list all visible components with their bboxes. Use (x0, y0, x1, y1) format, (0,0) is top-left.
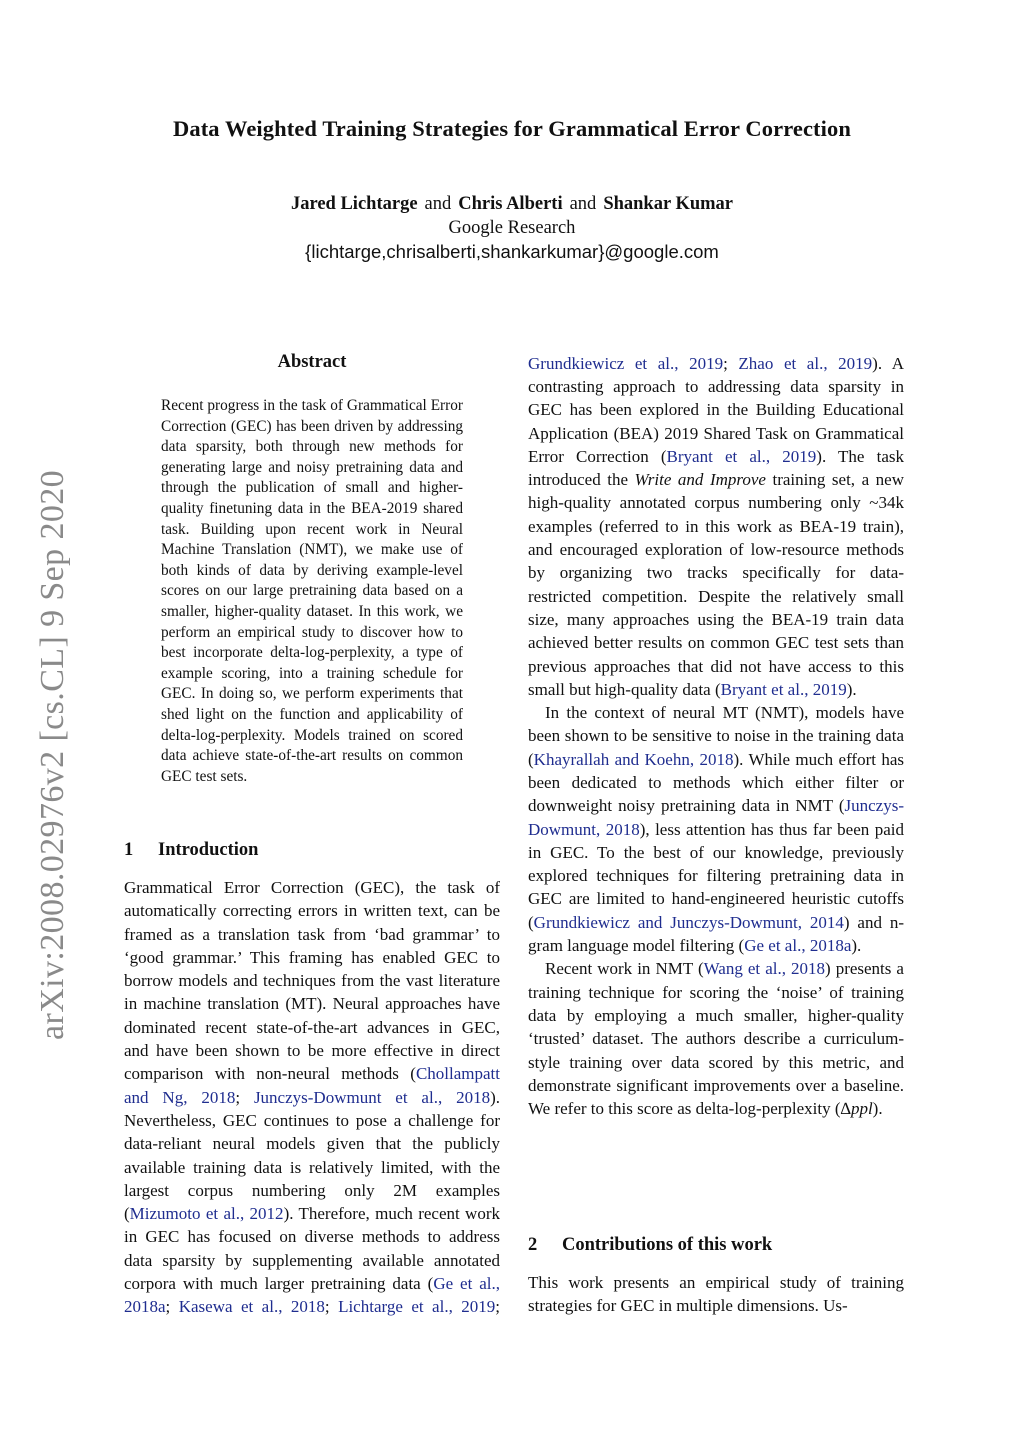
abstract-heading: Abstract (277, 352, 347, 372)
citation-link[interactable]: Ge et al., 2018a (744, 936, 852, 956)
abstract-body: Recent progress in the task of Grammatical Error Correction (GEC) has been driven by addressing data sparsity, both through new methods for generating large and noisy pretraining data and through the publication of small and higher-quality finetuning data in the BEA-2019 shared task. Building upon recent work in Neural Machine Translation (NMT), we make use of both kinds of data by deriving example-level scores on our large pretraining data based on a smaller, higher-quality dataset. In this work, we perform an empirical study to discover how to best incorporate delta-log-perplexity, a type of example scoring, into a training schedule for GEC. In doing so, we perform experiments that shed light on the function and applicability of delta-log-perplexity. Models trained on scored data achieve state-of-the-art results on common GEC test sets. (161, 397, 463, 785)
section-heading-contributions (528, 1235, 772, 1256)
text-run: Recent work in NMT ( (545, 959, 704, 979)
intro-paragraph-3 (528, 957, 904, 1120)
author-separator: and (424, 194, 452, 214)
intro-paragraph-2 (528, 701, 904, 957)
author-separator: and (569, 194, 597, 214)
left-column (124, 876, 500, 1321)
author-name: Chris Alberti (458, 194, 563, 214)
text-run: Grammatical Error Correction (GEC), the task of automatically correcting errors in written text, can be framed as a translation task from ‘bad grammar’ to ‘good grammar.’ This framing has enabled GEC to borrow models and techniques from the vast literature in machine translation (MT). Neural approaches have dominated recent state-of-the-art advances in GEC, and have been shown to be more effective in direct comparison with non-neural methods ( (124, 878, 500, 1084)
text-run: ). While much effort has been dedicated to methods which either filter or downweight noisy pretraining data in NMT ( (528, 749, 904, 816)
citation-link[interactable]: Chollampatt and Ng, 2018 (124, 1064, 500, 1107)
citation-link[interactable]: Mizumoto et al., 2012 (129, 1204, 284, 1224)
continued-paragraph-wrapper (528, 352, 904, 1120)
citation-link[interactable]: Zhao et al., 2019 (738, 353, 873, 373)
text-run: ; (723, 353, 739, 373)
section-number: 2 (528, 1235, 538, 1255)
paper-title: Data Weighted Training Strategies for Grammatical Error Correction (173, 116, 851, 141)
text-run: ), less attention has thus far been paid in GEC. To the best of our knowledge, previously explored techniques for filtering pretraining data in GEC are limited to hand-engineered heuristic cutoffs ( (528, 819, 904, 932)
citation-link[interactable]: Ge et al., 2018a (124, 1274, 500, 1317)
contributions-paragraph: This work presents an empirical study of training strategies for GEC in multiple dimensions. Us- (528, 1273, 904, 1316)
text-run: ). The task introduced the (528, 446, 904, 490)
text-run: ). A contrasting approach to addressing data sparsity in GEC has been explored in the Building Educational Application (BEA) 2019 Shared Task on Grammatical Error Correction ( (528, 353, 904, 466)
citation-link[interactable]: Lichtarge et al., 2019 (338, 1297, 496, 1317)
author-list (0, 194, 1024, 215)
text-run: ). (846, 679, 857, 699)
section-title: Contributions of this work (562, 1235, 773, 1255)
section-number: 1 (124, 840, 134, 860)
italic-term: ∆ppl (840, 1099, 873, 1119)
citation-link[interactable]: Khayrallah and Koehn, 2018 (533, 749, 734, 769)
citation-link[interactable]: Junczys-Dowmunt, 2018 (528, 796, 904, 839)
author-email: {lichtarge,chrisalberti,shankarkumar}@google.com (305, 241, 719, 262)
citation-link[interactable]: Junczys-Dowmunt et al., 2018 (253, 1087, 491, 1107)
text-run: ) presents a training technique for scoring the ‘noise’ of training data by employing a much smaller, higher-quality ‘trusted’ dataset. The authors describe a curriculum-style training over data scored by this metric, and demonstrate significant improvements over a baseline. We refer to this score as delta-log-perplexity ( (528, 959, 904, 1119)
text-run: ; (324, 1297, 339, 1317)
author-name: Jared Lichtarge (290, 194, 418, 214)
italic-term: Write and Improve (634, 470, 766, 490)
right-column (528, 352, 904, 1228)
citation-link[interactable]: Bryant et al., 2019 (720, 679, 847, 699)
text-run: ) and n-gram language model filtering ( (528, 912, 904, 956)
section-title: Introduction (158, 840, 259, 860)
text-run: ; (235, 1087, 254, 1107)
text-run: ; (165, 1297, 179, 1317)
author-name: Shankar Kumar (603, 194, 734, 214)
affiliation: Google Research (448, 218, 576, 238)
arxiv-identifier: arXiv:2008.02976v2 [cs.CL] 9 Sep 2020 (34, 469, 71, 1040)
citation-link[interactable]: Wang et al., 2018 (703, 959, 825, 979)
text-run: ). (851, 936, 862, 956)
text-run: ). Nevertheless, GEC continues to pose a challenge for data-reliant neural models given that the publicly available training data is relatively limited, with the largest corpus numbering only 2M examples ( (124, 1087, 500, 1224)
text-run: ; (495, 1297, 500, 1317)
citation-link[interactable]: Grundkiewicz and Junczys-Dowmunt, 2014 (533, 912, 844, 932)
citation-link[interactable]: Kasewa et al., 2018 (178, 1297, 325, 1317)
intro-paragraph-1 (124, 876, 500, 1321)
citation-link[interactable]: Grundkiewicz et al., 2019 (528, 353, 724, 373)
citation-link[interactable]: Bryant et al., 2019 (666, 446, 817, 466)
section-heading-introduction (124, 840, 258, 861)
text-run: training set, a new high-quality annotated corpus numbering only ~34k examples (referred to in this work as BEA-19 train), and encouraged exploration of low-resource methods by organizing two tracks specifically for data-restricted competition. Despite the relatively small size, many approaches using the BEA-19 train data achieved better results on common GEC test sets than previous approaches that did not have access to this small but high-quality data ( (528, 470, 904, 699)
text-run: ). Therefore, much recent work in GEC has focused on diverse methods to address data sparsity by supplementing available annotated corpora with much larger pretraining data ( (124, 1204, 500, 1294)
intro-paragraph-1-continued (528, 352, 904, 701)
text-run: ). (872, 1099, 883, 1119)
text-run: In the context of neural MT (NMT), models have been shown to be sensitive to noise in the training data ( (528, 703, 904, 769)
